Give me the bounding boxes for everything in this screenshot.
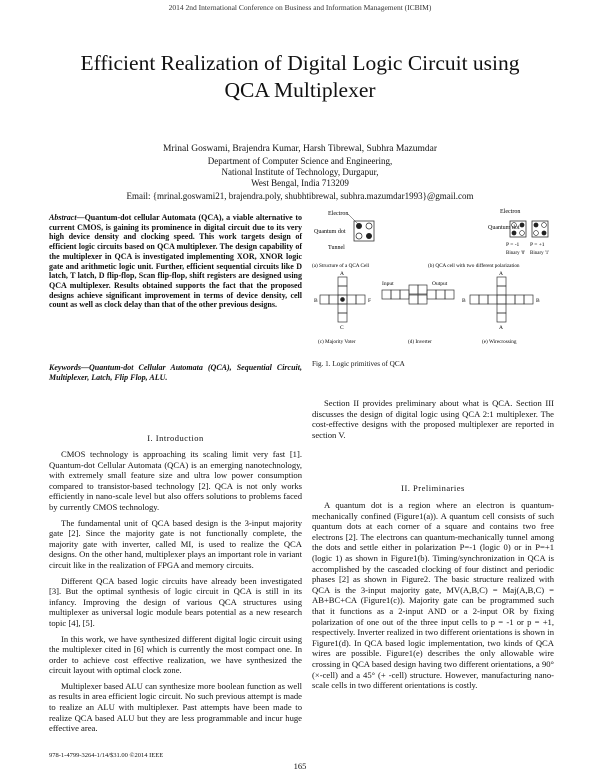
caption-c: (c) Majority Voter	[318, 339, 356, 345]
intro-paragraph-4: In this work, we have synthesized different digital logic circuit using the multiplexer cited in [6] which is currently the most compact one. In order to achieve cost effective realization, we have synthesized the circuit layout with optimal clock zone.	[49, 633, 302, 676]
label-B: B	[314, 298, 318, 304]
email-line: Email: {mrinal.goswami21, brajendra.poly, shubhtibrewal, subhra.mazumdar1993}@gmail.com	[126, 191, 474, 201]
affiliation-line-3: West Bengal, India 713209	[251, 178, 349, 188]
figure-1	[310, 205, 560, 350]
label-tunnel: Tunnel	[328, 245, 345, 251]
caption-d: (d) Inverter	[408, 339, 432, 345]
abstract-text: —Quantum-dot cellular Automata (QCA), a viable alternative to current CMOS, is gaining its prominence in digital circuit due to its very high device density and clocking speed. This work targets design of efficient logic circuits based on QCA multiplexer. The design capability of the multiplexer in QCA is investigated implementing XOR, XNOR logic gate and arithmetic logic unit. Further, efficient sequential circuits like D latch, T latch, D flip-flop, Scan flip-flop, shift registers are designed using QCA multiplexer. Results obtained supports the fact that the proposed designs achieve significant improvement in terms of device density, cell count as well as clock delay than that of the other previous designs.	[49, 213, 302, 310]
section-1-body	[49, 449, 302, 734]
label-A-e: A	[499, 271, 503, 277]
copyright-footer: 978-1-4799-3264-1/14/$31.00 ©2014 IEEE	[49, 752, 164, 759]
affiliation	[100, 156, 500, 189]
title-line-1: Efficient Realization of Digital Logic Circuit using	[80, 51, 520, 75]
section-2-intro	[312, 398, 554, 440]
affiliation-line-2: National Institute of Technology, Durgapur,	[221, 167, 379, 177]
inverter	[382, 285, 454, 304]
label-output: Output	[432, 281, 448, 287]
caption-e: (e) Wirecrossing	[482, 339, 517, 345]
label-quantum-dot-b: Quantum dot	[488, 225, 520, 231]
label-F: F	[368, 298, 372, 304]
majority-voter	[320, 277, 365, 322]
keywords	[49, 363, 302, 382]
preliminaries-paragraph: A quantum dot is a region where an electron is quantum-mechanically confined (Figure1(a)). A quantum cell consists of such quantum dots at each corner of a square and contains two free electrons [2]. The electrons can quantum-mechanically tunnel among the dots and settle either in polarization P=-1 (logic 0) or in P=+1 (logic 1) as shown in Figure1(b). Timing/synchronization in QCA is accomplished by the cascaded clocking of four distinct and periodic phases [2] as shown in Figure2. The basic structure realized with QCA is the 3-input majority gate, MV(A,B,C) = Maj(A,B,C) = AB+BC+CA (Figure1(c)). Majority gate can be programmed such that it functions as a 2-input AND or a 2-input OR by fixing polarization of one out of the three input cells to p = -1 or p = +1, respectively. Inverter realized in two different orientations is shown in Figure1(d). In QCA based logic implementation, two kinds of QCA wires are possible. Figure1(e) describes the only allowable wire crossing in QCA based design having two different orientations, a 90° (×-cell) and a 45° (+ -cell) structure. However, manufacturing nano-scale cells in two different orientations is costly.	[312, 500, 554, 691]
label-B-e-out: B	[536, 298, 540, 304]
label-quantum-dot: Quantum dot	[314, 229, 346, 235]
keywords-text: —Quantum-dot Cellular Automata (QCA), Sequential Circuit, Multiplexer, Latch, Flip Flop, ALU.	[49, 363, 302, 382]
label-C: C	[340, 325, 344, 331]
keywords-label: Keywords	[49, 363, 81, 372]
label-B-e: B	[462, 298, 466, 304]
wirecrossing	[470, 277, 533, 322]
abstract-label: Abstract	[49, 213, 77, 222]
label-binary-0: Binary '0'	[506, 251, 526, 256]
label-electron: Electron	[328, 211, 349, 217]
label-binary-1: Binary '1'	[530, 251, 550, 256]
conference-header: 2014 2nd International Conference on Business and Information Management (ICBIM)	[168, 3, 432, 12]
qca-cell-structure	[314, 211, 374, 251]
label-A-e-out: A	[499, 325, 503, 331]
caption-b: (b) QCA cell with two different polarization	[428, 263, 520, 269]
qca-cell-polarizations	[488, 209, 549, 256]
section-1-title: I. Introduction	[147, 433, 204, 443]
abstract	[49, 213, 302, 310]
authors: Mrinal Goswami, Brajendra Kumar, Harsh Tibrewal, Subhra Mazumdar	[162, 144, 437, 154]
figure-1-diagram	[310, 205, 560, 350]
section-overview-paragraph: Section II provides preliminary about what is QCA. Section III discusses the design of digital logic using QCA 2:1 multiplexer. The cost-effective designs with the proposed multiplexer are reported in section V.	[312, 398, 554, 440]
intro-paragraph-3: Different QCA based logic circuits have already been investigated [3]. But the optimal synthesis of logic circuit in QCA is still in its infancy. Improving the design of various QCA structures using multiplexer as universal logic module bears potential as a new research topic [4], [5].	[49, 575, 302, 628]
section-2-body	[312, 500, 554, 691]
intro-paragraph-1: CMOS technology is approaching its scaling limit very fast [1]. Quantum-dot Cellular Automata (QCA) is an emerging nanotechnology, with extremely small feature size and ultra low power consumption compared to transistor-based technology [2]. QCA is not only works efficiently in nano-scale level but also offers solutions to problems faced by currently CMOS technology.	[49, 449, 302, 512]
caption-a: (a) Structure of a QCA Cell	[312, 263, 370, 269]
label-input: Input	[382, 281, 394, 287]
section-2-title: II. Preliminaries	[401, 483, 465, 493]
label-p-neg: P = -1	[506, 242, 520, 248]
page-number: 165	[293, 761, 307, 771]
figure-1-caption: Fig. 1. Logic primitives of QCA	[312, 360, 405, 368]
intro-paragraph-2: The fundamental unit of QCA based design is the 3-input majority gate [2]. Since the majority gate is not functionally complete, the majority gate with inverter, called MI, is used to realize the QCA designs. On the other hand, multiplexer plays an important role in variant circuit like in the realization of FPGA and memory circuits.	[49, 517, 302, 570]
label-A: A	[340, 271, 344, 277]
paper-title	[40, 50, 560, 104]
label-p-pos: P = +1	[530, 242, 545, 248]
title-line-2: QCA Multiplexer	[224, 78, 376, 102]
intro-paragraph-5: Multiplexer based ALU can synthesize more boolean function as well as results in area efficient logic circuit. No such previous attempt is made to realize an ALU with multiplexer. Past attempts have been made to realize QCA based ALU but they are less programmable and incur huge effective area.	[49, 680, 302, 734]
affiliation-line-1: Department of Computer Science and Engineering,	[207, 156, 393, 166]
label-electron-b: Electron	[500, 209, 521, 215]
